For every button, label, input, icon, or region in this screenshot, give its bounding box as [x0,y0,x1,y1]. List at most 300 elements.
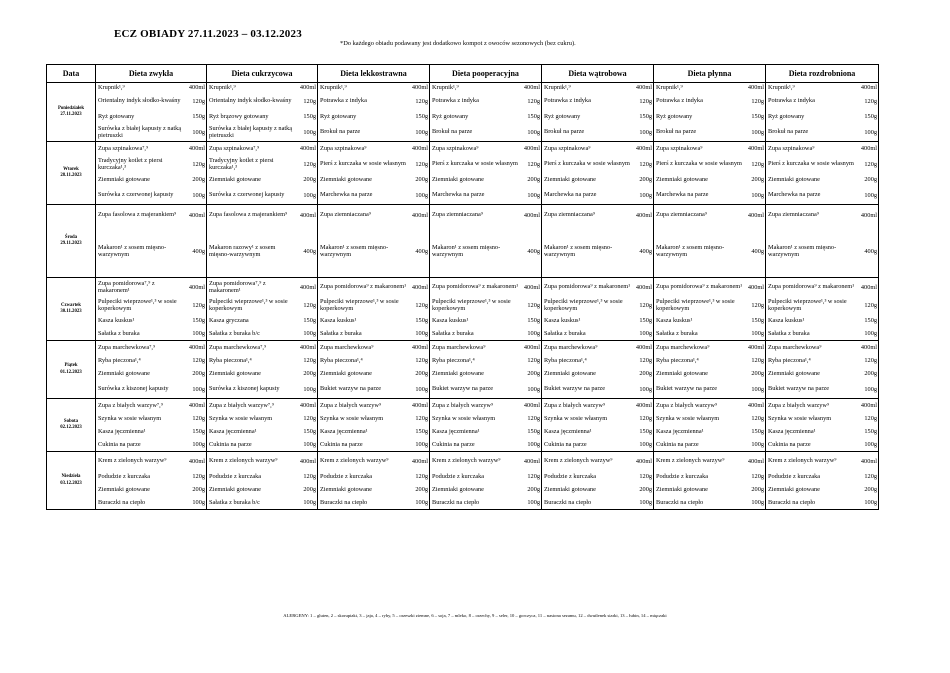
dish-item [542,425,653,438]
dish-name: Makaron¹ z sosem mięsno-warzywnym [320,243,389,258]
diet-cell [318,341,430,399]
dish-item [766,483,878,496]
dish-item [96,83,206,92]
dish-item [318,142,429,155]
dish-portion: 400g [864,247,877,255]
dish-name: Ziemniaki gotowane [98,485,150,493]
dish-portion: 400ml [635,145,652,152]
dish-name: Ziemniaki gotowane [320,175,372,183]
dish-name: Buraczki na ciepło [98,498,146,506]
dish-name: Cukinia na parze [768,440,811,448]
menu-body [47,83,879,510]
dish-portion: 150g [864,317,877,324]
dish-item [430,92,541,110]
dish-item [766,380,878,398]
dish-name: Kasza kuskus¹ [98,316,135,324]
dish-portion: 150g [303,317,316,324]
dish-name: Szynka w sosie własnym [320,414,384,422]
dish-portion: 400ml [747,211,764,219]
dish-item [96,399,206,412]
dish-item [430,367,541,380]
dish-portion: 400ml [747,457,764,465]
dish-item [766,83,878,92]
dish-name: Marchewka na parze [656,191,709,199]
dish-item [654,278,765,296]
diet-cell [430,83,542,142]
dish-portion: 100g [639,441,652,448]
dish-item [207,399,317,412]
dish-item [96,483,206,496]
dish-name: Sałatka z buraka b/c [209,329,260,337]
dish-name: Brokuł na parze [320,128,361,136]
dish-portion: 120g [192,357,205,364]
dish-name: Pierś z kurczaka w sosie własnym [320,160,406,168]
dish-portion: 120g [303,415,316,422]
dish-name: Ryba pieczona¹,⁴ [320,356,363,364]
diet-cell [654,399,766,452]
dish-portion: 400ml [747,344,764,351]
dish-portion: 100g [192,330,205,337]
dish-name: Orientalny indyk słodko-kwaśny [98,97,181,105]
dish-item [542,341,653,354]
dish-item [207,483,317,496]
dish-name: Ziemniaki gotowane [98,175,150,183]
dish-portion: 200g [415,176,428,183]
dish-portion: 150g [864,428,877,435]
dish-item [96,225,206,277]
dish-item [766,470,878,483]
dish-item [96,354,206,367]
dish-portion: 200g [192,486,205,493]
dish-item [542,496,653,509]
dish-name: Pulpeciki wieprzowe¹,³ w sosie koperkowym [98,297,177,312]
dish-name: Ziemniaki gotowane [656,369,708,377]
dish-portion: 120g [527,357,540,364]
dish-name: Ziemniaki gotowane [432,175,484,183]
diet-cell [96,452,207,510]
dish-item [766,314,878,327]
dish-name: Zupa pomidorowa⁹ z makaronem¹ [768,283,855,291]
dish-name: Buraczki na ciepło [432,498,480,506]
dish-portion: 200g [751,486,764,493]
dish-name: Brokuł na parze [656,128,697,136]
dish-portion: 400ml [188,457,205,465]
dish-name: Krem z zielonych warzyw⁹ [320,457,389,465]
dish-item [318,452,429,470]
dish-item [96,367,206,380]
dish-portion: 400ml [747,402,764,409]
dish-portion: 100g [415,385,428,393]
dish-name: Kasza jęczmienna¹ [209,427,257,435]
dish-portion: 400ml [411,84,428,91]
dish-name: Pierś z kurczaka w sosie własnym [656,160,742,168]
dish-item [654,314,765,327]
dish-name: Buraczki na ciepło [320,498,368,506]
dish-portion: 120g [864,160,877,168]
dish-item [96,296,206,314]
diet-cell [207,83,318,142]
dish-portion: 400ml [188,344,205,351]
dish-portion: 100g [864,385,877,393]
dish-name: Pulpeciki wieprzowe¹,³ w sosie koperkowym [768,297,847,312]
dish-portion: 400ml [299,283,316,291]
dish-item [318,186,429,204]
menu-table [46,64,879,510]
dish-name: Brokuł na parze [432,128,473,136]
dish-portion: 120g [639,415,652,422]
day-name: Poniedziałek [57,105,85,111]
dish-name: Podudzie z kurczaka [209,472,262,480]
dish-item [207,155,317,173]
dish-item [318,205,429,225]
dish-name: Krupnik¹,⁹ [98,83,125,91]
dish-portion: 120g [527,415,540,422]
dish-portion: 200g [864,370,877,377]
day-name: Czwartek [61,302,81,308]
dish-name: Makaron¹ z sosem mięsno-warzywnym [432,243,501,258]
allergens-legend: ALERGENY: 1 – gluten, 2 – skorupiaki, 3 – jaja, 4 – ryby, 5 – orzeszki ziemne, 6 – soja, 7 – mleko, 8 – orzechy, 9 – seler, 10 – gorczyca, 11 – nasiona sezamu, 12 – dwutlenek siarki, 13 – łubin, 14 – mięczaki [283,613,667,618]
dish-portion: 100g [192,499,205,506]
dish-name: Bukiet warzyw na parze [320,385,382,393]
dish-item [430,483,541,496]
dish-portion: 400ml [188,283,205,291]
diet-cell [766,341,879,399]
day-cell [47,278,96,341]
diet-cell [207,142,318,205]
diet-cell [318,142,430,205]
dish-name: Ziemniaki gotowane [209,175,261,183]
dish-item [207,205,317,225]
dish-portion: 400ml [188,84,205,91]
dish-name: Bukiet warzyw na parze [656,385,718,393]
dish-name: Zupa pomidorowa⁹ z makaronem¹ [544,283,631,291]
day-row [47,399,879,452]
dish-portion: 400ml [860,457,877,465]
dish-name: Potrawka z indyka [432,97,479,105]
dish-portion: 200g [192,370,205,377]
dish-portion: 150g [527,317,540,324]
page-title: ECZ OBIADY 27.11.2023 – 03.12.2023 [114,28,302,40]
dish-portion: 200g [527,370,540,377]
dish-portion: 150g [303,428,316,435]
dish-item [96,173,206,186]
dish-item [207,438,317,451]
diet-cell [430,341,542,399]
dish-portion: 150g [864,113,877,120]
dish-item [766,173,878,186]
diet-cell [207,399,318,452]
dish-name: Zupa fasolowa z majerankiem⁹ [209,211,288,219]
dish-portion: 150g [639,317,652,324]
dish-portion: 100g [527,330,540,337]
dish-name: Podudzie z kurczaka [656,472,709,480]
dish-portion: 400ml [635,283,652,291]
dish-item [766,412,878,425]
dish-item [766,186,878,204]
dish-portion: 100g [751,499,764,506]
dish-item [766,205,878,225]
dish-item [542,399,653,412]
dish-item [430,425,541,438]
diet-cell [542,452,654,510]
dish-item [318,327,429,340]
dish-item [207,186,317,204]
dish-portion: 400ml [523,457,540,465]
dish-portion: 400ml [299,211,316,219]
dish-item [766,142,878,155]
dish-portion: 400ml [860,84,877,91]
dish-portion: 400ml [299,457,316,465]
dish-portion: 400ml [635,211,652,219]
day-cell [47,142,96,205]
dish-item [654,186,765,204]
dish-item [430,327,541,340]
dish-portion: 120g [527,301,540,309]
dish-name: Szynka w sosie własnym [98,414,162,422]
dish-name: Cukinia na parze [432,440,475,448]
dish-item [654,296,765,314]
dish-item [766,110,878,123]
dish-name: Surówka z kiszonej kapusty [209,385,280,393]
dish-name: Zupa marchewkowa⁹ [320,343,374,351]
dish-portion: 150g [751,428,764,435]
dish-name: Buraczki na ciepło [656,498,704,506]
diet-cell [96,399,207,452]
dish-portion: 100g [639,330,652,337]
dish-item [318,496,429,509]
dish-item [207,496,317,509]
dish-item [318,278,429,296]
dish-item [207,83,317,92]
dish-name: Zupa marchewkowa⁹ [768,343,822,351]
dish-item [654,399,765,412]
dish-name: Zupa ziemniaczana⁹ [544,211,595,219]
column-header-date: Data [47,65,96,83]
diet-cell [766,399,879,452]
dish-portion: 100g [639,385,652,393]
dish-item [542,205,653,225]
day-row [47,452,879,510]
dish-portion: 120g [192,97,205,105]
dish-portion: 100g [415,128,428,136]
dish-item [542,155,653,173]
dish-portion: 100g [639,128,652,136]
dish-name: Marchewka na parze [432,191,485,199]
day-date: 30.11.2023 [60,309,82,314]
dish-portion: 100g [864,499,877,506]
dish-item [318,438,429,451]
dish-name: Potrawka z indyka [768,97,815,105]
dish-portion: 400ml [523,402,540,409]
dish-item [766,452,878,470]
dish-name: Zupa z białych warzyw⁹ [320,401,382,409]
dish-portion: 400ml [523,211,540,219]
dish-portion: 400ml [635,402,652,409]
dish-portion: 100g [303,385,316,393]
column-header-diet: Dieta wątrobowa [542,65,654,83]
dish-item [96,278,206,296]
day-date: 02.12.2023 [60,425,82,430]
dish-portion: 120g [303,473,316,480]
dish-item [542,225,653,277]
dish-name: Ziemniaki gotowane [320,369,372,377]
dish-portion: 120g [639,301,652,309]
dish-item [430,278,541,296]
dish-name: Kasza jęczmienna¹ [656,427,704,435]
dish-name: Surówka z kiszonej kapusty [98,385,169,393]
dish-portion: 200g [864,176,877,183]
dish-portion: 120g [527,160,540,168]
dish-name: Zupa ziemniaczana⁹ [656,211,707,219]
dish-item [766,225,878,277]
dish-name: Podudzie z kurczaka [544,472,597,480]
dish-name: Zupa pomidorowa⁹ z makaronem¹ [432,283,519,291]
day-date: 01.12.2023 [60,369,82,375]
dish-portion: 100g [751,191,764,199]
dish-name: Zupa marchewkowa⁹ [432,343,486,351]
dish-item [542,296,653,314]
dish-name: Pierś z kurczaka w sosie własnym [768,160,854,168]
dish-name: Ryż gotowany [768,112,805,120]
dish-name: Krupnik¹,⁹ [544,83,571,91]
dish-name: Zupa szpinakowa⁹ [656,144,703,152]
dish-portion: 400ml [747,84,764,91]
diet-cell [430,142,542,205]
dish-item [430,341,541,354]
dish-name: Pulpeciki wieprzowe¹,³ w sosie koperkowym [656,297,735,312]
dish-item [430,142,541,155]
day-row [47,278,879,341]
dish-portion: 100g [864,191,877,199]
dish-portion: 100g [415,191,428,199]
dish-portion: 120g [192,301,205,309]
dish-portion: 150g [415,317,428,324]
dish-name: Szynka w sosie własnym [432,414,496,422]
dish-name: Ziemniaki gotowane [544,369,596,377]
dish-portion: 100g [751,441,764,448]
dish-name: Zupa szpinakowa⁹ [768,144,815,152]
dish-item [542,452,653,470]
dish-item [766,278,878,296]
dish-name: Zupa szpinakowa⁷,⁹ [98,144,149,152]
dish-portion: 150g [303,113,316,120]
dish-item [430,380,541,398]
dish-name: Sałatka z buraka [432,329,474,337]
dish-name: Sałatka z buraka [98,329,140,337]
dish-item [96,314,206,327]
dish-name: Tradycyjny kotlet z piersi kurczaka¹,³ [209,156,274,171]
dish-portion: 150g [751,317,764,324]
dish-item [207,92,317,110]
dish-name: Sałatka z buraka [320,329,362,337]
dish-name: Ryba pieczona¹,⁴ [656,356,699,364]
dish-item [542,92,653,110]
dish-item [654,92,765,110]
dish-name: Pulpeciki wieprzowe¹,³ w sosie koperkowym [432,297,511,312]
dish-name: Podudzie z kurczaka [320,472,373,480]
diet-cell [430,399,542,452]
dish-name: Zupa ziemniaczana⁹ [432,211,483,219]
dish-portion: 120g [639,473,652,480]
dish-portion: 400ml [523,84,540,91]
dish-item [318,412,429,425]
dish-item [542,142,653,155]
dish-name: Surówka z białej kapusty z natką pietruszki [209,124,293,139]
dish-portion: 200g [415,370,428,377]
dish-item [654,155,765,173]
dish-name: Orientalny indyk słodko-kwaśny [209,97,292,105]
dish-item [654,83,765,92]
dish-portion: 200g [303,176,316,183]
dish-name: Kasza jęczmienna¹ [544,427,592,435]
dish-item [318,425,429,438]
dish-item [430,438,541,451]
dish-item [654,367,765,380]
dish-portion: 400ml [411,211,428,219]
dish-portion: 150g [527,113,540,120]
dish-portion: 150g [527,428,540,435]
dish-name: Kasza kuskus¹ [768,316,805,324]
dish-item [207,278,317,296]
dish-item [654,110,765,123]
diet-cell [96,142,207,205]
dish-item [542,412,653,425]
dish-name: Krupnik¹,⁹ [432,83,459,91]
dish-portion: 120g [751,97,764,105]
dish-portion: 120g [864,473,877,480]
dish-name: Zupa marchewkowa⁹ [544,343,598,351]
dish-item [542,354,653,367]
dish-name: Pierś z kurczaka w sosie własnym [432,160,518,168]
diet-cell [766,142,879,205]
dish-name: Krem z zielonych warzyw⁹ [432,457,501,465]
dish-portion: 150g [639,113,652,120]
diet-cell [654,452,766,510]
dish-item [766,438,878,451]
dish-portion: 100g [192,191,205,199]
dish-portion: 400ml [747,283,764,291]
dish-name: Cukinia na parze [544,440,587,448]
dish-name: Podudzie z kurczaka [98,472,151,480]
dish-name: Ziemniaki gotowane [544,485,596,493]
dish-name: Cukinia na parze [320,440,363,448]
dish-name: Krem z zielonych warzyw⁹ [209,457,278,465]
dish-item [430,470,541,483]
day-date: 28.11.2023 [60,173,82,178]
dish-name: Potrawka z indyka [320,97,367,105]
dish-name: Zupa szpinakowa⁹ [544,144,591,152]
dish-name: Zupa pomidorowa⁹ z makaronem¹ [320,283,407,291]
dish-portion: 400ml [299,402,316,409]
dish-portion: 120g [415,473,428,480]
dish-item [430,412,541,425]
dish-portion: 120g [415,357,428,364]
dish-name: Makaron¹ z sosem mięsno-warzywnym [544,243,613,258]
dish-item [96,496,206,509]
dish-portion: 100g [527,191,540,199]
dish-item [207,452,317,470]
dish-item [542,327,653,340]
dish-portion: 400ml [299,84,316,91]
dish-item [318,483,429,496]
dish-name: Ziemniaki gotowane [768,369,820,377]
dish-name: Szynka w sosie własnym [768,414,832,422]
dish-item [542,173,653,186]
dish-item [430,110,541,123]
dish-item [766,155,878,173]
dish-name: Sałatka z buraka b/c [209,498,260,506]
dish-portion: 400g [303,247,316,255]
